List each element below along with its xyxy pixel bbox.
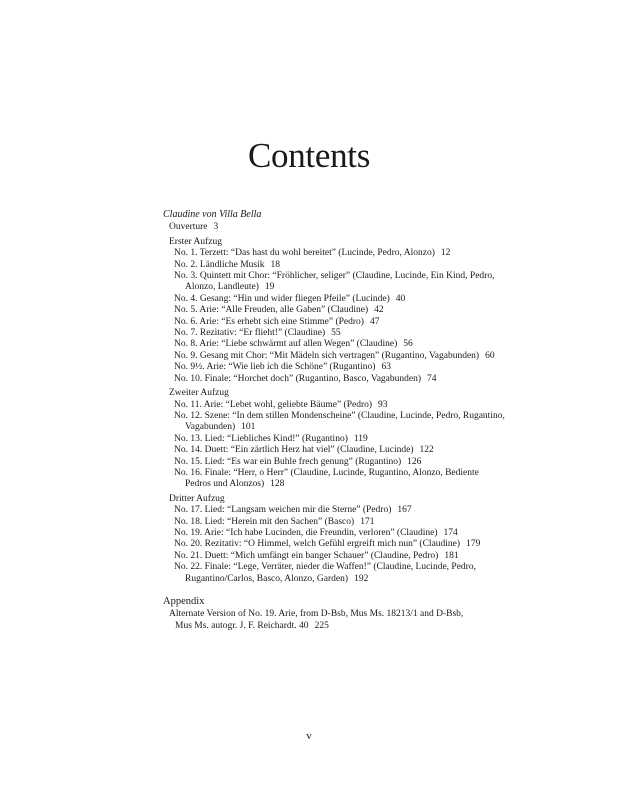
entry-label: No. 2. Ländliche Musik bbox=[174, 259, 265, 270]
page-ref: 122 bbox=[419, 445, 434, 456]
toc-entry[interactable] bbox=[163, 294, 583, 305]
entry-label: No. 3. Quintett mit Chor: “Fröhlicher, seliger” (Claudine, Lucinde, Ein Kind, Pedro, bbox=[174, 271, 495, 282]
toc-entry[interactable] bbox=[163, 468, 583, 491]
entry-continuation: Vagabunden) 101 bbox=[185, 422, 256, 433]
entry-label: No. 5. Arie: “Alle Freuden, alle Gaben” (Claudine) bbox=[174, 305, 369, 316]
entry-label: No. 19. Arie: “Ich habe Lucinden, die Freundin, verloren” (Claudine) bbox=[174, 527, 438, 538]
acts-list bbox=[163, 237, 583, 585]
act-heading: Dritter Aufzug bbox=[169, 493, 225, 504]
toc-entry[interactable] bbox=[163, 551, 583, 562]
toc-entry[interactable] bbox=[163, 400, 583, 411]
toc-entry[interactable] bbox=[163, 339, 583, 350]
page-title: Contents bbox=[247, 136, 371, 175]
toc-entry-appendix[interactable] bbox=[163, 609, 583, 632]
toc-entry[interactable] bbox=[163, 434, 583, 445]
page-ref: 179 bbox=[466, 539, 481, 550]
page-ref: 56 bbox=[403, 339, 413, 350]
page-ref: 42 bbox=[374, 305, 384, 316]
entry-continuation: Pedros und Alonzos) 128 bbox=[185, 479, 285, 490]
toc-entry[interactable] bbox=[163, 271, 583, 294]
toc-entry[interactable] bbox=[163, 351, 583, 362]
entry-label: No. 17. Lied: “Langsam weichen mir die Sterne” (Pedro) bbox=[174, 505, 392, 516]
page-ref: 126 bbox=[407, 456, 422, 467]
toc-entry[interactable] bbox=[163, 411, 583, 434]
entry-label: No. 6. Arie: “Es erhebt sich eine Stimme” (Pedro) bbox=[174, 316, 364, 327]
page-ref: 18 bbox=[270, 259, 281, 270]
page-ref: 47 bbox=[369, 316, 380, 327]
entry-label: No. 1. Terzett: “Das hast du wohl bereitet” (Lucinde, Pedro, Alonzo) bbox=[174, 248, 435, 259]
toc-entry[interactable] bbox=[163, 457, 583, 468]
page-ref: 12 bbox=[440, 248, 451, 259]
entry-label: No. 9. Gesang mit Chor: “Mit Mädeln sich vertragen” (Rugantino, Vagabunden) bbox=[174, 350, 480, 361]
entry-label: No. 11. Arie: “Lebet wohl, geliebte Bäume” (Pedro) bbox=[174, 399, 373, 410]
entry-label: No. 10. Finale: “Horchet doch” (Rugantino, Basco, Vagabunden) bbox=[174, 373, 422, 384]
entry-label: No. 18. Lied: “Herein mit den Sachen” (Basco) bbox=[174, 516, 355, 527]
toc-entry[interactable] bbox=[163, 362, 583, 373]
toc-entry[interactable] bbox=[163, 305, 583, 316]
toc-entry[interactable] bbox=[163, 317, 583, 328]
page-ref: 171 bbox=[360, 516, 375, 527]
toc-entry[interactable] bbox=[163, 445, 583, 456]
page-ref: 181 bbox=[444, 550, 459, 561]
work-title: Claudine von Villa Bella bbox=[163, 209, 262, 220]
page-ref: 128 bbox=[270, 479, 285, 490]
page-ref: 3 bbox=[213, 222, 219, 233]
act-heading: Erster Aufzug bbox=[169, 236, 223, 247]
toc-entry[interactable] bbox=[163, 562, 583, 585]
page-number: v bbox=[306, 730, 312, 742]
page-ref: 74 bbox=[427, 373, 437, 384]
page-ref: 167 bbox=[397, 505, 412, 516]
page-ref: 192 bbox=[354, 573, 369, 584]
act-heading: Zweiter Aufzug bbox=[169, 388, 229, 399]
entry-label: No. 12. Szene: “In dem stillen Mondenscheine” (Claudine, Lucinde, Pedro, Rugantino, bbox=[174, 410, 505, 421]
table-of-contents bbox=[163, 209, 583, 632]
entry-label: No. 15. Lied: “Es war ein Buhle frech genung” (Rugantino) bbox=[174, 456, 402, 467]
page-ref: 119 bbox=[353, 433, 368, 444]
entry-label: No. 21. Duett: “Mich umfängt ein banger Schauer” (Claudine, Pedro) bbox=[174, 550, 439, 561]
toc-entry[interactable] bbox=[163, 260, 583, 271]
toc-entry[interactable] bbox=[163, 374, 583, 385]
page-ref: 55 bbox=[331, 328, 341, 339]
page-ref: 101 bbox=[241, 422, 256, 433]
entry-label: No. 13. Lied: “Liebliches Kind!” (Rugantino) bbox=[174, 433, 348, 444]
entry-label: No. 14. Duett: “Ein zärtlich Herz hat viel” (Claudine, Lucinde) bbox=[174, 445, 414, 456]
page-ref: 93 bbox=[378, 399, 388, 410]
appendix-heading: Appendix bbox=[163, 596, 205, 607]
toc-entry[interactable] bbox=[163, 528, 583, 539]
entry-label: No. 22. Finale: “Lege, Verräter, nieder die Waffen!” (Claudine, Lucinde, Pedro, bbox=[174, 562, 476, 573]
entry-label: No. 7. Rezitativ: “Er flieht!” (Claudine) bbox=[174, 328, 326, 339]
entry-label: Ouverture bbox=[169, 222, 208, 233]
entry-label: No. 16. Finale: “Herr, o Herr” (Claudine, Lucinde, Rugantino, Alonzo, Bediente bbox=[174, 467, 479, 478]
page-ref: 60 bbox=[485, 350, 495, 361]
page-ref: 63 bbox=[381, 362, 391, 373]
entry-label: No. 4. Gesang: “Hin und wider fliegen Pfeile” (Lucinde) bbox=[174, 293, 390, 304]
toc-entry[interactable] bbox=[163, 539, 583, 550]
entry-continuation: Rugantino/Carlos, Basco, Alonzo, Garden) 192 bbox=[185, 573, 369, 584]
toc-entry[interactable] bbox=[163, 505, 583, 516]
toc-entry[interactable] bbox=[163, 248, 583, 259]
toc-entry-overture[interactable] bbox=[163, 222, 583, 233]
toc-entry[interactable] bbox=[163, 328, 583, 339]
entry-label: No. 20. Rezitativ: “O Himmel, welch Gefühl ergreift mich nun” (Claudine) bbox=[174, 539, 461, 550]
entry-label: Alternate Version of No. 19. Arie, from D-Bsb, Mus Ms. 18213/1 and D-Bsb, bbox=[169, 609, 464, 620]
entry-continuation: Alonzo, Landleute) 19 bbox=[185, 282, 275, 293]
page-ref: 174 bbox=[443, 527, 458, 538]
entry-continuation: Mus Ms. autogr. J. F. Reichardt. 40 225 bbox=[175, 620, 329, 631]
page-ref: 40 bbox=[395, 293, 406, 304]
entry-label: No. 9½. Arie: “Wie lieb ich die Schöne” (Rugantino) bbox=[174, 362, 376, 373]
entry-label: No. 8. Arie: “Liebe schwärmt auf allen Wegen” (Claudine) bbox=[174, 339, 398, 350]
page-ref: 19 bbox=[264, 282, 275, 293]
toc-entry[interactable] bbox=[163, 517, 583, 528]
page-ref: 225 bbox=[314, 620, 329, 631]
